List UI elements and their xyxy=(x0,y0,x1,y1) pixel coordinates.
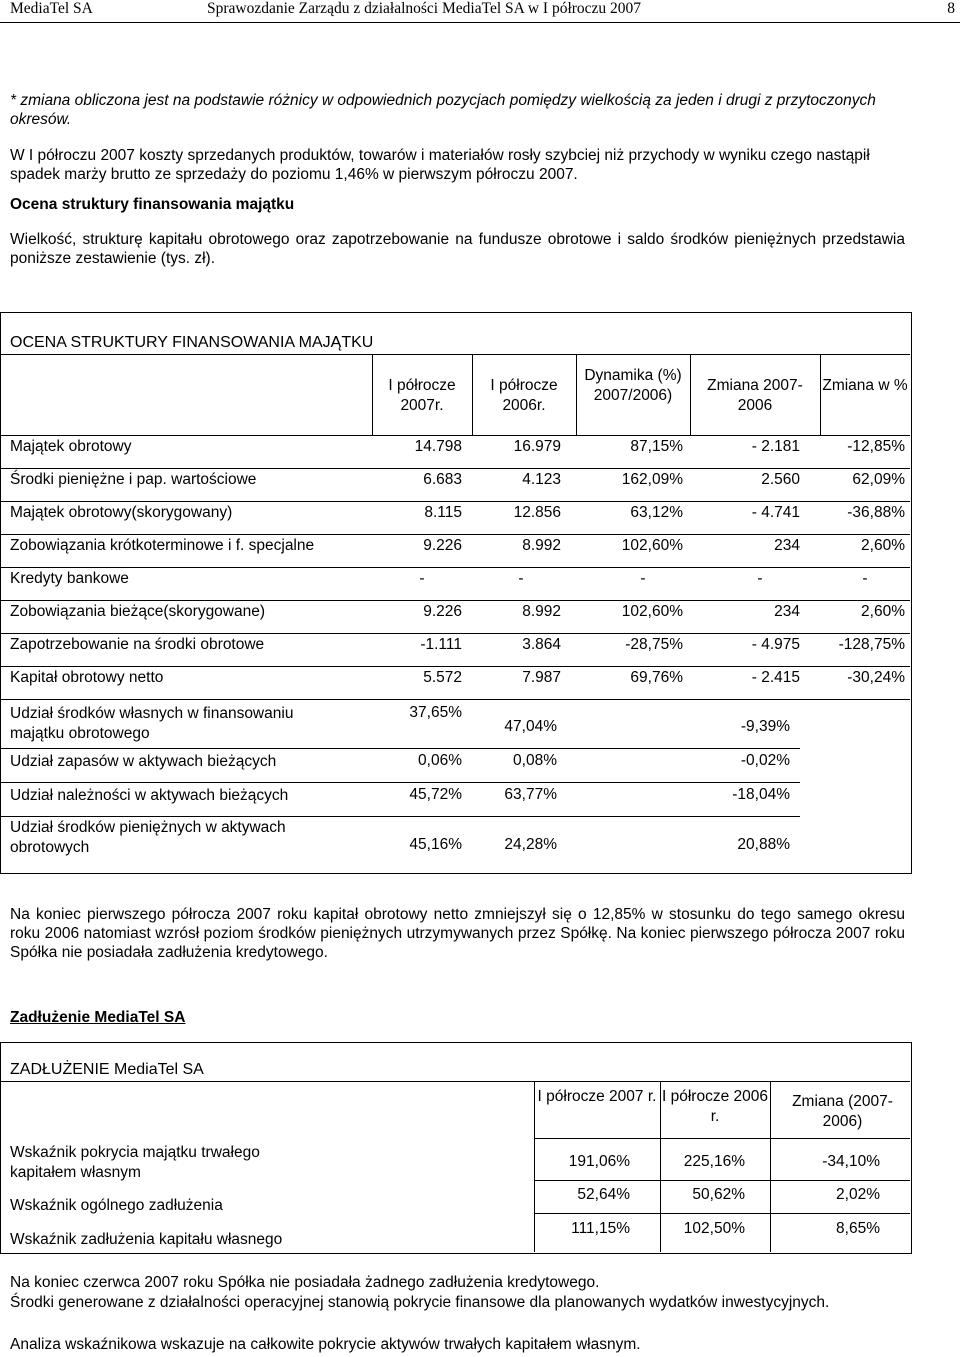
page-number: 8 xyxy=(947,0,955,17)
col-divider xyxy=(770,1082,771,1252)
ratio-cell: 45,16% xyxy=(409,836,462,853)
section-heading-debt: Zadłużenie MediaTel SA xyxy=(10,1009,186,1026)
ratio-cell: 0,06% xyxy=(418,752,462,769)
table-cell: 3.864 xyxy=(522,636,561,653)
col-divider xyxy=(576,355,577,435)
ratio-row-label: Udział środków własnych w finansowaniu majątku obrotowego xyxy=(10,705,294,742)
paragraph-intro: Wielkość, strukturę kapitału obrotowego oraz zapotrzebowanie na fundusze obrotowe i saldo środków pieniężnych przedstawia poniższe zestawienie (tys. zł). xyxy=(10,231,905,267)
debt-row-label: Wskaźnik pokrycia majątku trwałego kapitałem własnym xyxy=(10,1144,260,1181)
ratio-row-label: Udział środków pieniężnych w aktywach obrotowych xyxy=(10,819,286,856)
debt-row-label: Wskaźnik ogólnego zadłużenia xyxy=(10,1197,223,1214)
ratio-cell: 63,77% xyxy=(504,786,557,803)
table-cell: 234 xyxy=(774,603,800,620)
row-rule xyxy=(0,633,910,634)
ratio-row-label: Udział należności w aktywach bieżących xyxy=(10,787,289,804)
col-header-2006: I półrocze 2006r. xyxy=(490,377,558,414)
table-cell: 234 xyxy=(774,537,800,554)
table-cell: 5.572 xyxy=(423,669,462,686)
table-cell: 102,60% xyxy=(621,537,683,554)
ratio-cell: 24,28% xyxy=(504,836,557,853)
table-cell: 8.992 xyxy=(522,537,561,554)
table-cell: -12,85% xyxy=(847,438,905,455)
table-row-label: Kapitał obrotowy netto xyxy=(10,669,164,686)
row-rule xyxy=(0,666,910,667)
header-company: MediaTel SA xyxy=(10,0,93,17)
table-row-label: Majątek obrotowy(skorygowany) xyxy=(10,504,233,521)
table-cell: 9.226 xyxy=(423,603,462,620)
table-cell: - 4.741 xyxy=(751,504,800,521)
table-cell: 8.115 xyxy=(424,504,462,521)
ratio-cell: 20,88% xyxy=(737,836,790,853)
table-cell: 12.856 xyxy=(513,504,561,521)
row-rule xyxy=(0,699,910,700)
row-rule xyxy=(0,816,800,817)
table-cell: 14.798 xyxy=(414,438,462,455)
table-cell: -30,24% xyxy=(847,669,905,686)
col-header-change: Zmiana 2007-2006 xyxy=(707,377,803,414)
table-row-label: Majątek obrotowy xyxy=(10,438,132,455)
ratio-cell: 45,72% xyxy=(409,786,462,803)
debt-cell: 52,64% xyxy=(577,1186,630,1203)
table-cell: 2,60% xyxy=(861,537,905,554)
ratio-cell: -9,39% xyxy=(740,718,790,735)
row-rule xyxy=(0,567,910,568)
header-title: Sprawozdanie Zarządu z działalności MediaTel SA w I półroczu 2007 xyxy=(207,0,642,17)
row-rule xyxy=(0,748,800,749)
table-cell: 16.979 xyxy=(513,438,561,455)
table-cell: -1.111 xyxy=(420,636,462,653)
table-cell: - 2.181 xyxy=(751,438,800,455)
table-row-label: Zapotrzebowanie na środki obrotowe xyxy=(10,636,265,653)
ratio-cell: -0,02% xyxy=(740,752,790,769)
col-header-2007: I półrocze 2007r. xyxy=(388,377,456,414)
table-row-label: Kredyty bankowe xyxy=(10,570,129,587)
table-cell: 8.992 xyxy=(522,603,561,620)
section-heading-structure: Ocena struktury finansowania majątku xyxy=(10,196,295,213)
table-cell: 2.560 xyxy=(761,471,800,488)
col-header-change-pct: Zmiana w % xyxy=(822,377,908,394)
debt-row-label: Wskaźnik zadłużenia kapitału własnego xyxy=(10,1231,283,1248)
row-rule xyxy=(0,501,910,502)
row-rule xyxy=(0,782,800,783)
ratio-row-label: Udział zapasów w aktywach bieżących xyxy=(10,753,277,770)
debt-cell: -34,10% xyxy=(822,1153,880,1170)
row-rule xyxy=(534,1180,910,1181)
debt-cell: 111,15% xyxy=(571,1220,630,1237)
header-bottom-rule xyxy=(0,435,910,436)
debt-col-header-2007: I półrocze 2007 r. xyxy=(537,1088,657,1105)
ratio-cell: 0,08% xyxy=(513,752,557,769)
table-title-rule xyxy=(0,354,910,355)
paragraph-costs: W I półroczu 2007 koszty sprzedanych produktów, towarów i materiałów rosły szybciej niż przychody w wyniku czego nastąpił spadek marży brutto ze sprzedaży do poziomu 1,46% w pierwszym półroczu 2007. xyxy=(10,147,870,183)
table-row-label: Zobowiązania bieżące(skorygowane) xyxy=(10,603,266,620)
header-rule xyxy=(0,22,960,23)
table-debt-title-rule xyxy=(0,1081,910,1082)
table-cell: -36,88% xyxy=(847,504,905,521)
row-rule xyxy=(0,600,910,601)
debt-header-rule xyxy=(534,1138,910,1139)
table-cell: 9.226 xyxy=(423,537,462,554)
row-rule xyxy=(534,1213,910,1214)
table-cell: - xyxy=(518,570,524,587)
footnote: * zmiana obliczona jest na podstawie różnicy w odpowiednich pozycjach pomiędzy wielkością za jeden i drugi z przytoczonych okresów. xyxy=(10,92,876,128)
closing-line-2: Środki generowane z działalności operacyjnej stanowią pokrycie finansowe dla planowanych wydatków inwestycyjnych. xyxy=(10,1294,830,1311)
table-cell: 4.123 xyxy=(522,471,561,488)
paragraph-summary: Na koniec pierwszego półrocza 2007 roku kapitał obrotowy netto zmniejszył się o 12,85% w stosunku do tego samego okresu roku 2006 natomiast wzrósł poziom środków pieniężnych utrzymywanych przez Spółkę. Na koniec pierwszego półrocza 2007 roku Spółka nie posiadała zadłużenia kredytowego. xyxy=(10,906,905,961)
table-cell: 69,76% xyxy=(630,669,683,686)
table-cell: 102,60% xyxy=(621,603,683,620)
closing-line-1: Na koniec czerwca 2007 roku Spółka nie posiadała żadnego zadłużenia kredytowego. xyxy=(10,1274,600,1291)
row-rule xyxy=(0,468,910,469)
table-cell: 6.683 xyxy=(423,471,462,488)
ratio-cell: 37,65% xyxy=(409,704,462,721)
ratio-cell: -18,04% xyxy=(732,786,790,803)
table-cell: - xyxy=(862,570,868,587)
debt-cell: 2,02% xyxy=(836,1186,880,1203)
table-cell: - xyxy=(419,570,425,587)
table-cell: -128,75% xyxy=(838,636,905,653)
table-cell: 7.987 xyxy=(522,669,561,686)
row-rule xyxy=(0,534,910,535)
debt-cell: 102,50% xyxy=(683,1220,745,1237)
debt-cell: 225,16% xyxy=(683,1153,745,1170)
table-row-label: Zobowiązania krótkoterminowe i f. specjalne xyxy=(10,537,315,554)
table-cell: 62,09% xyxy=(852,471,905,488)
table-structure-title: OCENA STRUKTURY FINANSOWANIA MAJĄTKU xyxy=(10,334,374,351)
debt-cell: 50,62% xyxy=(692,1186,745,1203)
table-cell: -28,75% xyxy=(625,636,683,653)
table-cell: 63,12% xyxy=(630,504,683,521)
table-cell: - 4.975 xyxy=(751,636,800,653)
table-cell: 162,09% xyxy=(621,471,683,488)
debt-col-header-2006: I półrocze 2006 r. xyxy=(662,1088,768,1125)
table-cell: - 2.415 xyxy=(751,669,800,686)
table-row-label: Środki pieniężne i pap. wartościowe xyxy=(10,471,257,488)
ratio-cell: 47,04% xyxy=(504,718,557,735)
debt-col-header-change: Zmiana (2007-2006) xyxy=(792,1093,893,1130)
page-header xyxy=(10,0,955,22)
table-cell: 2,60% xyxy=(861,603,905,620)
table-debt-title: ZADŁUŻENIE MediaTel SA xyxy=(10,1061,204,1078)
closing-line-3: Analiza wskaźnikowa wskazuje na całkowite pokrycie aktywów trwałych kapitałem własnym. xyxy=(10,1336,641,1353)
table-cell: 87,15% xyxy=(630,438,683,455)
table-cell: - xyxy=(640,570,646,587)
debt-cell: 191,06% xyxy=(568,1153,630,1170)
table-cell: - xyxy=(757,570,763,587)
col-divider xyxy=(690,355,691,435)
debt-cell: 8,65% xyxy=(836,1220,880,1237)
col-header-dynamics: Dynamika (%) 2007/2006) xyxy=(584,367,682,404)
